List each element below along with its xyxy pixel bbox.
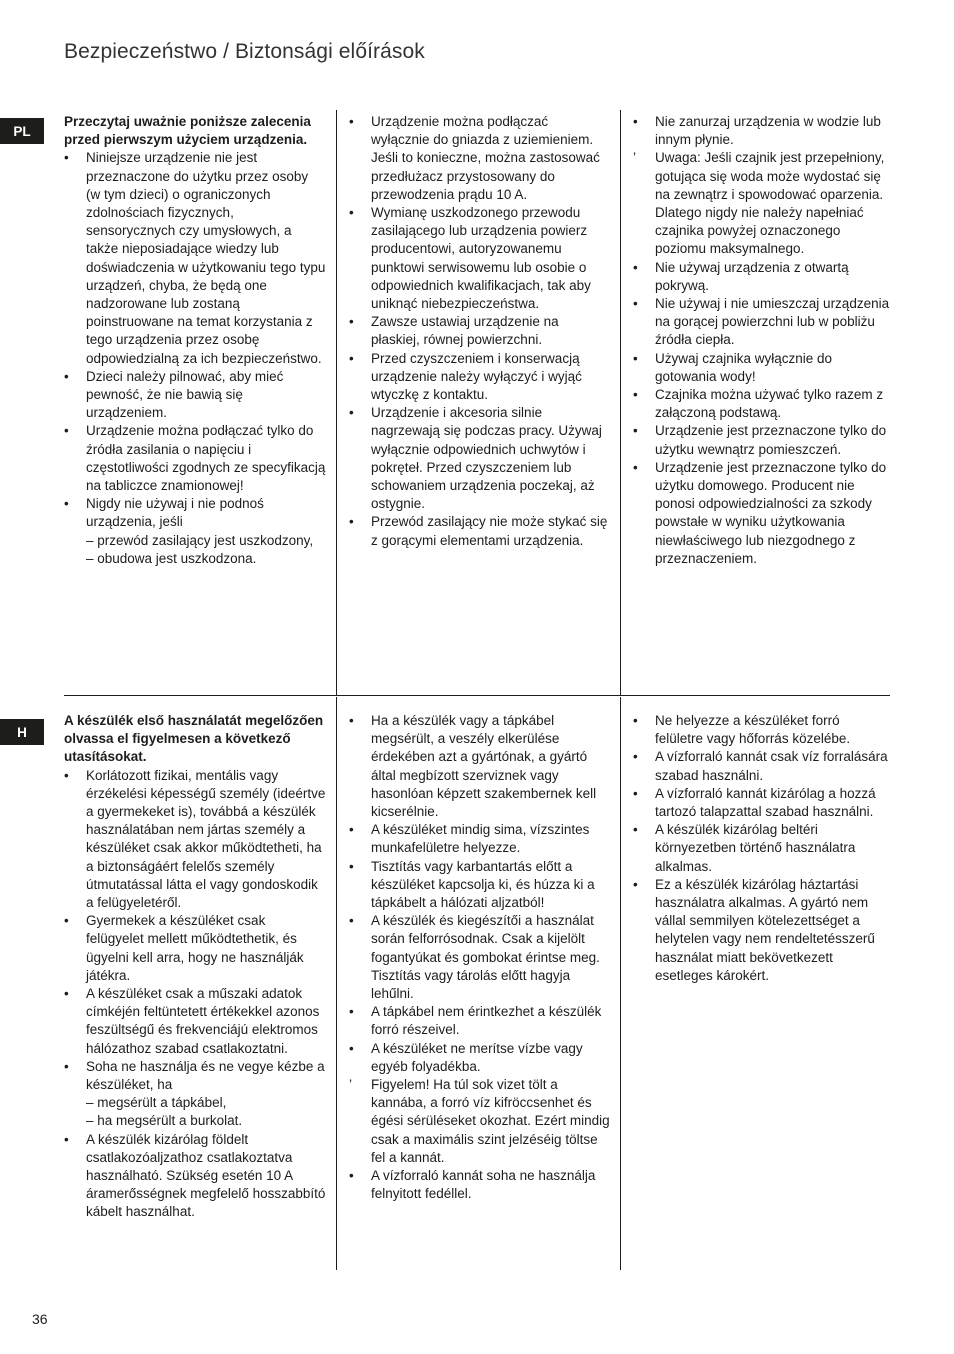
list-item [633,821,890,876]
column-3 [620,697,890,1270]
item-text: Niniejsze urządzenie nie jest przeznaczone do użytku przez osoby (w tym dzieci) o ograniczonych zdolnościach fizycznych, sensorycznych czy umysłowych, a także nieposiadające wiedzy lub doświadczenia w użytkowaniu tego typu urządzeń, chyba, że będą one nadzorowane lub zostaną poinstruowane na temat korzystania z tego urządzenia przez osobę odpowiedzialną za ich bezpieczeństwo. [86,150,326,366]
list-item [633,386,890,422]
section-polish [64,110,890,696]
page-number: 36 [32,1311,48,1327]
bullet-icon: • [349,858,354,874]
item-text: Czajnika można używać tylko razem z załączoną podstawą. [655,387,884,421]
item-text: Przewód zasilający nie może stykać się z gorącymi elementami urządzenia. [371,514,608,548]
list-item [349,313,610,349]
bullet-icon: • [349,405,354,421]
safety-list [633,712,890,985]
list-item [64,495,326,568]
bullet-icon: • [349,1168,354,1184]
list-item [349,1003,610,1039]
item-text: Uwaga: Jeśli czajnik jest przepełniony, gotująca się woda może wydostać się na zewnątrz i spowodować oparzenia. Dlatego nigdy nie należy napełniać czajnika powyżej oznaczonego poziomu maksymalnego. [655,150,885,257]
list-item [633,295,890,350]
intro-text: Przeczytaj uważnie poniższe zalecenia przed pierwszym użyciem urządzenia. [64,114,311,148]
bullet-icon: • [64,1058,69,1074]
list-item [633,712,890,748]
list-item [633,748,890,784]
bullet-icon: • [64,423,69,439]
safety-list [64,149,326,568]
list-item [64,1131,326,1222]
list-item [64,912,326,985]
list-item [349,1167,610,1203]
item-text: Dzieci należy pilnować, aby mieć pewność, że nie bawią się urządzeniem. [86,368,284,421]
item-text: Wymianę uszkodzonego przewodu zasilającego lub urządzenia powierz producentowi, autoryzowanemu punktowi serwisowemu lub osobie o odpowiednich kwalifikacjach, tak aby uniknąć niebezpieczeństwa. [371,205,591,312]
list-item [64,422,326,495]
safety-list [349,712,610,1203]
item-text: A készüléket mindig sima, vízszintes munkafelületre helyezze. [371,822,590,856]
list-item [633,149,890,258]
list-item [349,513,610,549]
intro-text: A készülék első használatát megelőzően olvassa el figyelmesen a következő utasításokat. [64,713,324,765]
list-item [349,821,610,857]
list-item [633,350,890,386]
bullet-icon: • [633,713,638,728]
bullet-icon: • [633,423,638,439]
item-text: Tisztítás vagy karbantartás előtt a készüléket kapcsolja ki, és húzza ki a tápkábelt a hálózati aljzatból! [371,858,595,911]
item-text: A tápkábel nem érintkezhet a készülék forró részeivel. [371,1004,602,1038]
bullet-icon: • [633,785,638,801]
bullet-icon: • [633,114,638,129]
item-text: Zawsze ustawiaj urządzenie na płaskiej, równej powierzchni. [371,314,559,348]
list-item [64,368,326,423]
list-item [349,912,610,1003]
item-text: Nie używaj i nie umieszczaj urządzenia na gorącej powierzchni lub w pobliżu źródła ciepła. [655,296,890,348]
list-item [633,113,890,149]
column-1 [64,697,336,1270]
page-title: Bezpieczeństwo / Biztonsági előírások [64,40,425,63]
bullet-icon: • [633,350,638,366]
safety-list [64,767,326,1222]
bullet-icon: • [633,387,638,403]
item-text: A vízforraló kannát soha ne használja felnyitott fedéllel. [371,1168,596,1202]
bullet-icon: • [64,150,69,166]
list-item [349,113,610,204]
warning-mark-icon: ’ [633,150,636,166]
bullet-icon: • [349,913,354,929]
language-tab-pl: PL [0,118,44,144]
column-2 [336,697,620,1270]
bullet-icon: • [64,986,69,1002]
item-text: Urządzenie jest przeznaczone tylko do użytku domowego. Producent nie ponosi odpowiedzialności za szkody powstałe w wyniku użytkowania niewłaściwego lub niezgodnego z przeznaczeniem. [655,459,887,566]
safety-list [349,113,610,550]
list-item [633,459,890,568]
list-item [349,1040,610,1076]
bullet-icon: • [349,1040,354,1056]
warning-mark-icon: ’ [349,1077,352,1093]
list-item [64,985,326,1058]
safety-list [633,113,890,568]
list-item [633,422,890,458]
bullet-icon: • [633,459,638,475]
item-text: Ne helyezze a készüléket forró felületre vagy hőforrás közelébe. [655,713,851,747]
item-text: Soha ne használja és ne vegye kézbe a készüléket, ha [86,1058,325,1093]
item-text: Urządzenie można podłączać tylko do źródła zasilania o napięciu i częstotliwości zgodnych ze specyfikacją na tabliczce znamionowej! [86,423,326,494]
bullet-icon: • [64,767,69,783]
item-text: A készülék és kiegészítői a használat során felforrósodnak. Csak a kijelölt fogantyúkat és gombokat érintse meg. Tisztítás vagy tárolás előtt hagyja lehűlni. [371,913,600,1002]
item-text: A vízforraló kannát kizárólag a hozzá tartozó talapzattal szabad használni. [655,785,876,820]
item-text: A készüléket ne merítse vízbe vagy egyéb folyadékba. [371,1040,583,1074]
item-text: Urządzenie jest przeznaczone tylko do użytku wewnątrz pomieszczeń. [655,423,887,457]
bullet-icon: • [349,314,354,330]
list-item [349,404,610,513]
bullet-icon: • [349,822,354,838]
bullet-icon: • [64,368,69,384]
item-text: A készülék kizárólag beltéri környezetben történő használatra alkalmas. [655,822,856,874]
item-text: Ez a készülék kizárólag háztartási használatra alkalmas. A gyártó nem vállal semmilyen kötelezettséget a helytelen vagy nem rendeltetésszerű használat miatt bekövetkezett esetleges károkért. [655,876,875,983]
item-text: Używaj czajnika wyłącznie do gotowania wody! [655,350,833,384]
item-text: Urządzenie i akcesoria silnie nagrzewają się podczas pracy. Używaj wyłącznie odpowiednich uchwytów i pokręteł. Przed czyszczeniem lub schowaniem urządzenia poczekaj, aż ostygnie. [371,405,602,512]
sub-item-text: – ha megsérült a burkolat. [86,1113,243,1129]
list-item [349,350,610,405]
bullet-icon: • [633,822,638,838]
bullet-icon: • [64,1131,69,1147]
item-text: A készülék kizárólag földelt csatlakozóaljzathoz csatlakoztatva használható. Szükség esetén 10 A áramerősségnek megfelelő hosszabbító kábelt használhat. [86,1131,326,1220]
list-item [349,858,610,913]
item-text: A vízforraló kannát csak víz forralására szabad használni. [655,749,888,783]
list-item [64,149,326,367]
sub-item-text: – przewód zasilający jest uszkodzony, [86,532,314,548]
column-1 [64,110,336,695]
list-item [633,259,890,295]
item-text: Urządzenie można podłączać wyłącznie do gniazda z uziemieniem. Jeśli to konieczne, można zastosować przedłużacz przystosowany do przewodzenia prądu 10 A. [371,114,600,202]
item-text: A készüléket csak a műszaki adatok címkéjén feltüntetett értékekkel azonos feszültségű és frekvenciájú elektromos hálózathoz szabad csatlakoztatni. [86,986,320,1056]
item-text: Figyelem! Ha túl sok vizet tölt a kannába, a forró víz kifröccsenhet és égési sérüléseket okozhat. Ezért mindig csak a maximális szint jelzéséig töltse fel a kannát. [371,1077,610,1165]
bullet-icon: • [349,713,354,728]
item-text: Korlátozott fizikai, mentális vagy érzékelési képességű személy (ideértve a gyermekeket is), továbbá a készülék használatában nem jártas személy a készüléket csak akkor működtetheti, ha a biztonságáért felelős személy útmutatással látta el vagy gondoskodik a felügyeletéről. [86,767,326,911]
list-item [349,1076,610,1167]
bullet-icon: • [64,913,69,929]
list-item [633,876,890,985]
bullet-icon: • [349,205,354,221]
bullet-icon: • [633,296,638,312]
item-text: Gyermekek a készüléket csak felügyelet mellett működtethetik, és ügyelni kell arra, hogy ne használják játékra. [86,913,304,983]
list-item [64,767,326,913]
item-text: Przed czyszczeniem i konserwacją urządzenie należy wyłączyć i wyjąć wtyczkę z kontaktu. [371,350,582,403]
bullet-icon: • [633,749,638,765]
bullet-icon: • [633,876,638,892]
bullet-icon: • [349,1004,354,1020]
list-item [64,1058,326,1131]
section-hungarian [64,697,890,1270]
item-text: Nie używaj urządzenia z otwartą pokrywą. [655,259,849,293]
language-tab-hu: H [0,719,44,745]
bullet-icon: • [349,350,354,366]
bullet-icon: • [64,496,69,512]
item-text: Nie zanurzaj urządzenia w wodzie lub innym płynie. [655,114,881,148]
item-text: Nigdy nie używaj i nie podnoś urządzenia, jeśli [86,496,264,530]
sub-item-text: – megsérült a tápkábel, [86,1095,227,1111]
bullet-icon: • [633,259,638,275]
bullet-icon: • [349,514,354,530]
list-item [349,712,610,821]
column-2 [336,110,620,695]
bullet-icon: • [349,114,354,129]
item-text: Ha a készülék vagy a tápkábel megsérült, a veszély elkerülése érdekében azt a gyártónak, a gyártó által megbízott szerviznek vagy hasonlóan képzett szakembernek kell kicserélnie. [371,713,597,820]
list-item [633,785,890,821]
list-item [349,204,610,313]
sub-item-text: – obudowa jest uszkodzona. [86,550,257,566]
column-3 [620,110,890,695]
